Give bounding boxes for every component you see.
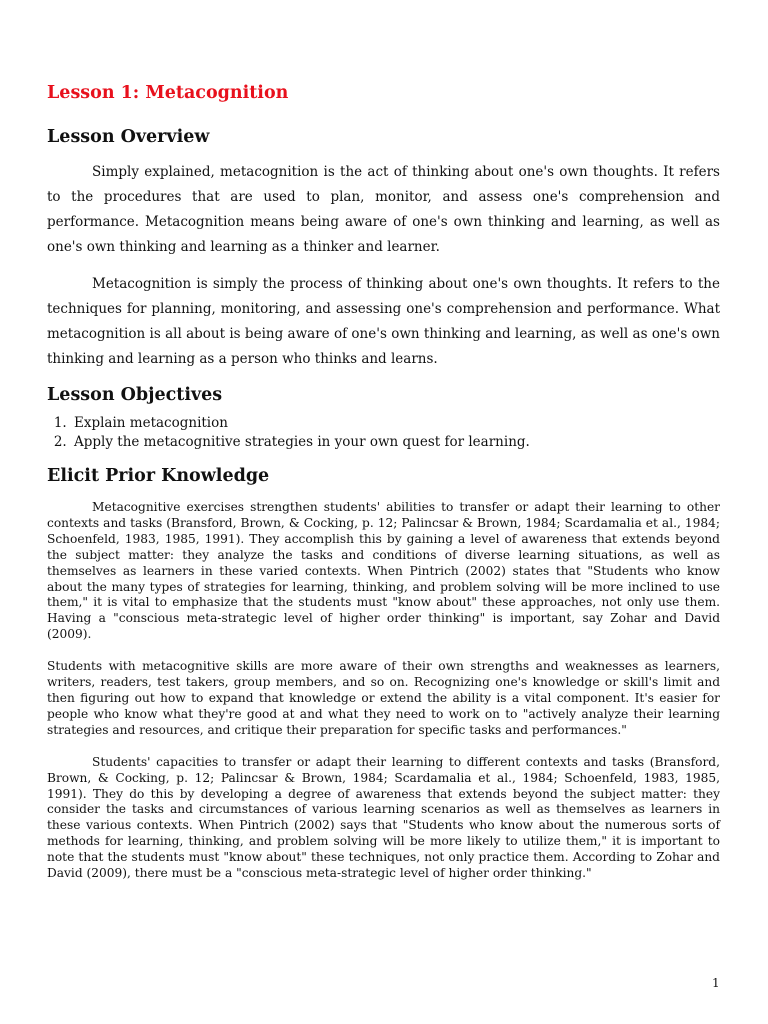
elicit-heading: Elicit Prior Knowledge bbox=[47, 466, 270, 486]
document-page bbox=[47, 78, 720, 882]
elicit-paragraph-1: Metacognitive exercises strengthen students' abilities to transfer or adapt their learning to other contexts and tasks (Bransford, Brown, & Cocking, p. 12; Palincsar & Brown, 1984; Scardamalia et al., 1984; Schoenfeld, 1983, 1985, 1991). They accomplish this by gaining a level of awareness that extends beyond the subject matter: they analyze the tasks and conditions of diverse learning situations, as well as themselves as learners in these varied contexts. When Pintrich (2002) states that "Students who know about the many types of strategies for learning, thinking, and problem solving will be more inclined to use them," it is vital to emphasize that the students must "know about" these approaches, not only use them. Having a "conscious meta-strategic level of higher order thinking" is important, say Zohar and David (2009). bbox=[47, 500, 720, 642]
objective-item-2: 2. Apply the metacognitive strategies in your own quest for learning. bbox=[71, 433, 720, 452]
objective-item-1: 1. Explain metacognition bbox=[71, 414, 720, 433]
objectives-list bbox=[47, 414, 720, 451]
overview-paragraph-1: Simply explained, metacognition is the act of thinking about one's own thoughts. It refers to the procedures that are used to plan, monitor, and assess one's comprehension and performance. Metacognition means being aware of one's own thinking and learning, as well as one's own thinking and learning as a thinker and learner. bbox=[47, 164, 720, 255]
overview-paragraph-2: Metacognition is simply the process of thinking about one's own thoughts. It refers to the techniques for planning, monitoring, and assessing one's comprehension and performance. What metacognition is all about is being aware of one's own thinking and learning, as well as one's own thinking and learning as a person who thinks and learns. bbox=[47, 276, 720, 367]
objectives-heading: Lesson Objectives bbox=[47, 385, 223, 405]
elicit-paragraph-3: Students' capacities to transfer or adapt their learning to different contexts and tasks (Bransford, Brown, & Cocking, p. 12; Palincsar & Brown, 1984; Scardamalia et al., 1984; Schoenfeld, 1983, 1985, 1991). They do this by developing a degree of awareness that extends beyond the subject matter: they consider the tasks and circumstances of various learning scenarios as well as themselves as learners in these various contexts. When Pintrich (2002) says that "Students who know about the numerous sorts of methods for learning, thinking, and problem solving will be more likely to utilize them," it is important to note that the students must "know about" these techniques, not only practice them. According to Zohar and David (2009), there must be a "conscious meta-strategic level of higher order thinking." bbox=[47, 754, 720, 881]
overview-heading: Lesson Overview bbox=[47, 127, 210, 147]
page-number: 1 bbox=[712, 976, 720, 990]
lesson-title: Lesson 1: Metacognition bbox=[47, 83, 289, 103]
elicit-paragraph-2: Students with metacognitive skills are more aware of their own strengths and weaknesses as learners, writers, readers, test takers, group members, and so on. Recognizing one's knowledge or skill's limit and then figuring out how to expand that knowledge or extend the ability is a vital component. It's easier for people who know what they're good at and what they need to work on to "actively analyze their learning strategies and resources, and critique their preparation for specific tasks and performances." bbox=[47, 659, 720, 737]
